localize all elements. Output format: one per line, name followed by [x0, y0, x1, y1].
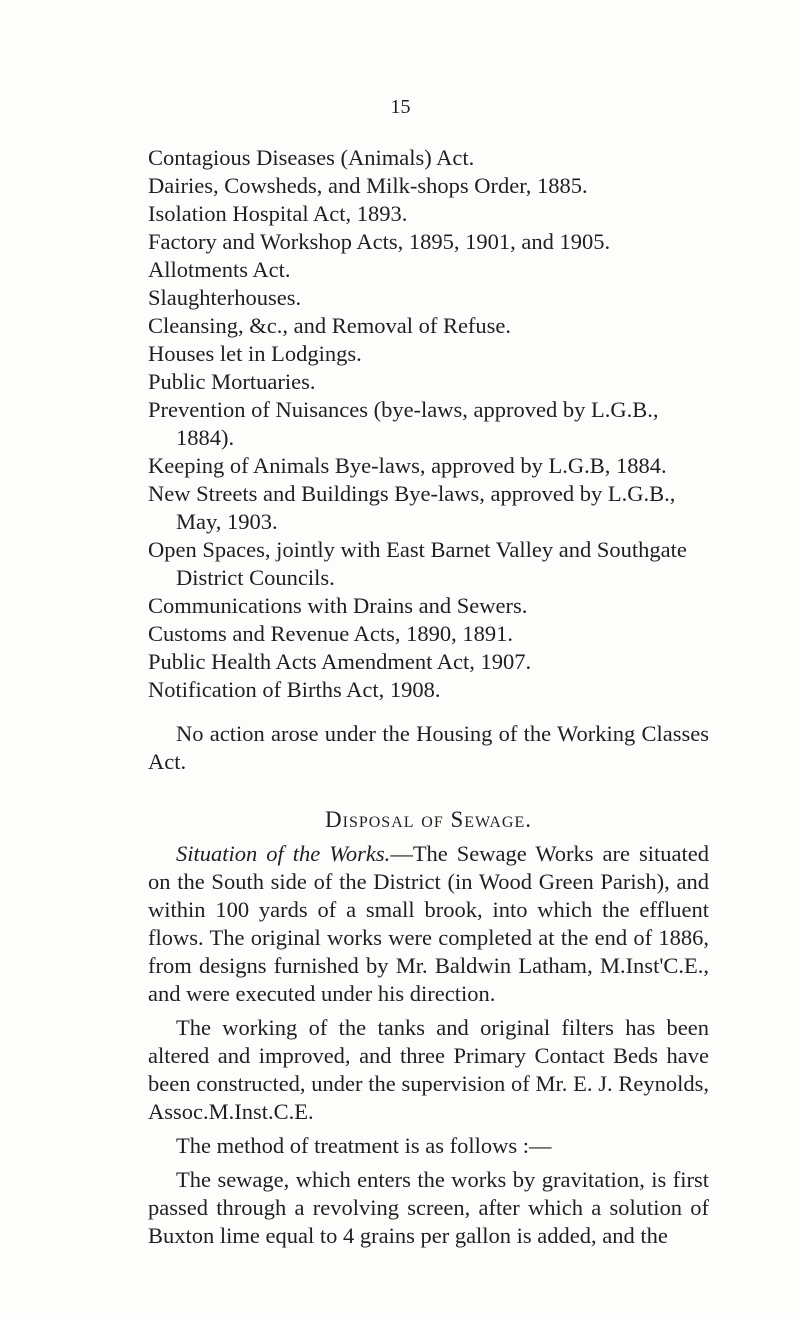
list-item: Prevention of Nuisances (bye-laws, approved by L.G.B., 1884). — [148, 397, 659, 450]
page-body — [148, 144, 709, 1250]
list-item: Cleansing, &c., and Removal of Refuse. — [148, 313, 512, 338]
method-paragraph: The method of treatment is as follows :— — [176, 1133, 552, 1158]
list-item: Factory and Workshop Acts, 1895, 1901, and 1905. — [148, 229, 611, 254]
list-item: Customs and Revenue Acts, 1890, 1891. — [148, 621, 513, 646]
list-item: Slaughterhouses. — [148, 285, 302, 310]
list-item: Dairies, Cowsheds, and Milk-shops Order, 1885. — [148, 173, 588, 198]
situation-title: Situation of the Works. — [176, 841, 391, 866]
tanks-paragraph: The working of the tanks and original filters has been altered and improved, and three Primary Contact Beds have been constructed, under the supervision of Mr. E. J. Reynolds, Assoc.M.Inst.C.E. — [148, 1015, 709, 1124]
list-item: New Streets and Buildings Bye-laws, approved by L.G.B., May, 1903. — [148, 481, 676, 534]
list-item: Houses let in Lodgings. — [148, 341, 362, 366]
page-number: 15 — [390, 96, 411, 118]
list-item: Keeping of Animals Bye-laws, approved by L.G.B, 1884. — [148, 453, 667, 478]
sewage-paragraph: The sewage, which enters the works by gravitation, is first passed through a revolving screen, after which a solution of Buxton lime equal to 4 grains per gallon is added, and the — [148, 1167, 709, 1248]
list-item: Public Health Acts Amendment Act, 1907. — [148, 649, 532, 674]
section-heading: Disposal of Sewage. — [325, 807, 532, 832]
list-item: Open Spaces, jointly with East Barnet Valley and Southgate District Councils. — [148, 537, 687, 590]
list-item: Communications with Drains and Sewers. — [148, 593, 528, 618]
situation-paragraph — [148, 840, 709, 1008]
situation-text: —The Sewage Works are situated on the South side of the District (in Wood Green Parish), and within 100 yards of a small brook, into which the effluent flows. The original works were completed at the end of 1886, from designs furnished by Mr. Baldwin Latham, M.Inst'C.E., and were executed under his direction. — [148, 841, 709, 1006]
list-item: Public Mortuaries. — [148, 369, 316, 394]
spacer — [148, 704, 709, 720]
acts-list — [148, 144, 709, 704]
list-item: Allotments Act. — [148, 257, 291, 282]
list-item: Notification of Births Act, 1908. — [148, 677, 441, 702]
list-item: Contagious Diseases (Animals) Act. — [148, 145, 475, 170]
list-item: Isolation Hospital Act, 1893. — [148, 201, 408, 226]
housing-paragraph: No action arose under the Housing of the Working Classes Act. — [148, 721, 709, 774]
spacer — [148, 776, 709, 806]
